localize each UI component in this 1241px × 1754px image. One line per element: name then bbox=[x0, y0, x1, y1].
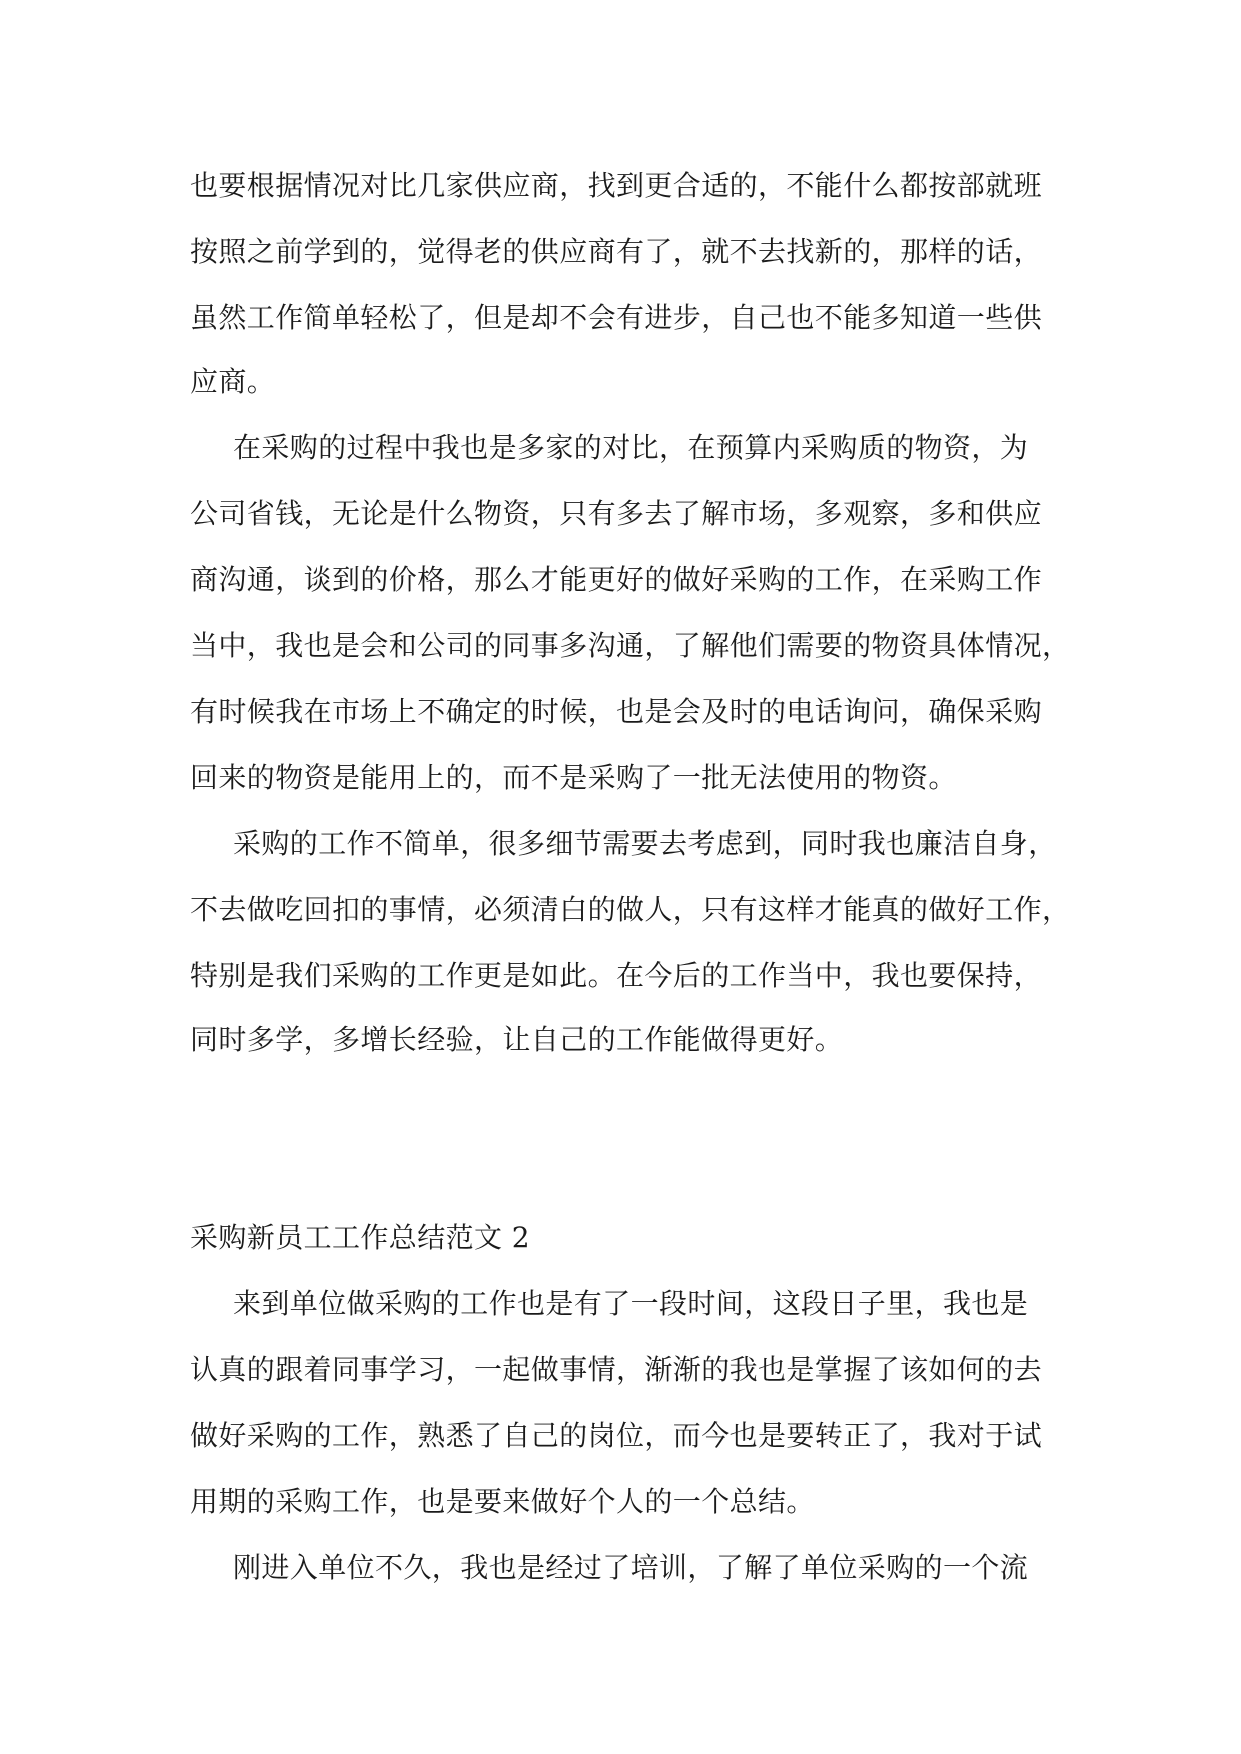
text-line: 也要根据情况对比几家供应商，找到更合适的，不能什么都按部就班 bbox=[190, 169, 1043, 202]
text-line: 有时候我在市场上不确定的时候，也是会及时的电话询问，确保采购 bbox=[190, 695, 1043, 728]
section-heading: 采购新员工工作总结范文 2 bbox=[190, 1221, 530, 1254]
paragraph-first-line: 在采购的过程中我也是多家的对比，在预算内采购质的物资，为 bbox=[233, 431, 1029, 464]
paragraph-first-line: 来到单位做采购的工作也是有了一段时间，这段日子里，我也是 bbox=[233, 1287, 1029, 1320]
text-line: 同时多学，多增长经验，让自己的工作能做得更好。 bbox=[190, 1023, 844, 1056]
text-line: 虽然工作简单轻松了，但是却不会有进步，自己也不能多知道一些供 bbox=[190, 301, 1043, 334]
text-line: 不去做吃回扣的事情，必须清白的做人，只有这样才能真的做好工作， bbox=[190, 893, 1071, 926]
text-line: 按照之前学到的，觉得老的供应商有了，就不去找新的，那样的话， bbox=[190, 235, 1043, 268]
text-line: 商沟通，谈到的价格，那么才能更好的做好采购的工作，在采购工作 bbox=[190, 563, 1043, 596]
text-line: 公司省钱，无论是什么物资，只有多去了解市场，多观察，多和供应 bbox=[190, 497, 1043, 530]
text-line: 特别是我们采购的工作更是如此。在今后的工作当中，我也要保持， bbox=[190, 959, 1043, 992]
text-line: 用期的采购工作，也是要来做好个人的一个总结。 bbox=[190, 1485, 815, 1518]
paragraph-first-line: 采购的工作不简单，很多细节需要去考虑到，同时我也廉洁自身， bbox=[233, 827, 1057, 860]
text-line: 当中，我也是会和公司的同事多沟通，了解他们需要的物资具体情况， bbox=[190, 629, 1071, 662]
text-line: 应商。 bbox=[190, 365, 276, 398]
text-line: 回来的物资是能用上的，而不是采购了一批无法使用的物资。 bbox=[190, 761, 957, 794]
text-line: 认真的跟着同事学习，一起做事情，渐渐的我也是掌握了该如何的去 bbox=[190, 1353, 1043, 1386]
text-line: 做好采购的工作，熟悉了自己的岗位，而今也是要转正了，我对于试 bbox=[190, 1419, 1043, 1452]
paragraph-first-line: 刚进入单位不久，我也是经过了培训，了解了单位采购的一个流 bbox=[233, 1551, 1029, 1584]
